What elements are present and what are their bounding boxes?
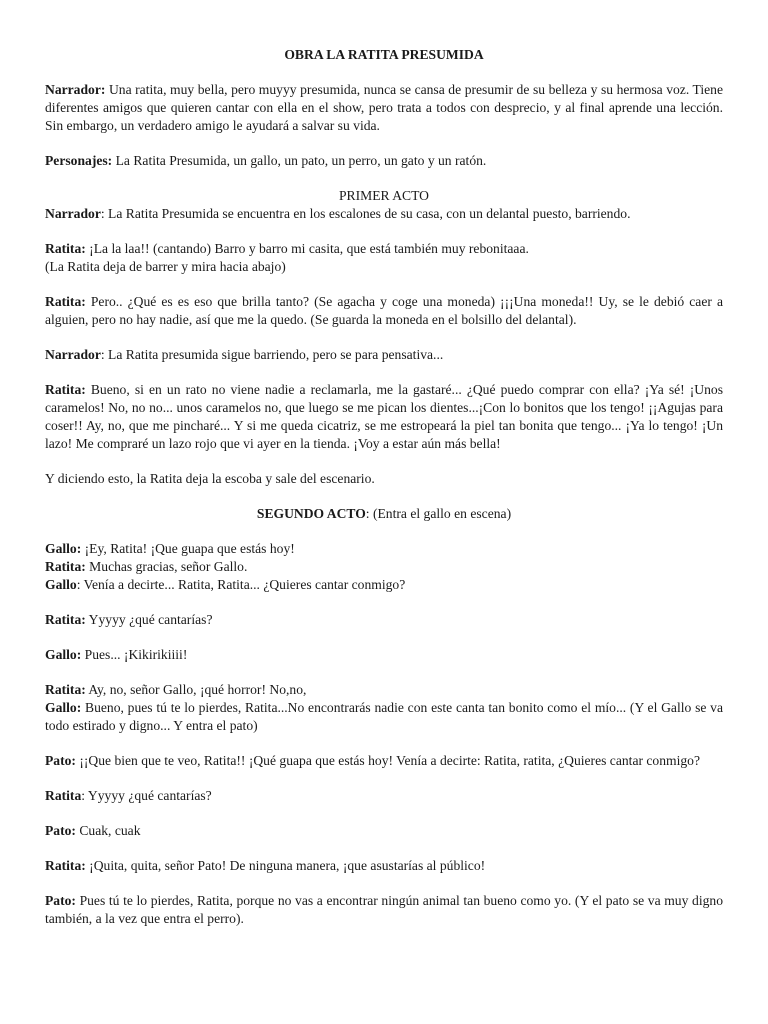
dialogue-block	[45, 293, 723, 329]
characters-list	[45, 152, 723, 170]
narration-text: Y diciendo esto, la Ratita deja la escoba y sale del escenario.	[45, 471, 375, 486]
dialogue-block	[45, 857, 723, 875]
speaker-label: Gallo	[45, 577, 77, 592]
speaker-label: Ratita:	[45, 294, 86, 309]
dialogue-text: : Yyyyy ¿qué cantarías?	[81, 788, 212, 803]
dialogue-text: ¡¡Que bien que te veo, Ratita!! ¡Qué guapa que estás hoy! Venía a decirte: Ratita, ratita, ¿Quieres cantar conmigo?	[75, 753, 701, 768]
speaker-label: Ratita:	[45, 682, 86, 697]
speaker-label: Ratita:	[45, 858, 86, 873]
dialogue-text: Pues tú te lo pierdes, Ratita, porque no vas a encontrar ningún animal tan bueno como yo. (Y el pato se va muy digno también, a la vez que entra el perro).	[45, 893, 723, 926]
act-title: SEGUNDO ACTO	[256, 506, 366, 521]
dialogue-text: ¡Quita, quita, señor Pato! De ninguna manera, ¡que asustarías al público!	[85, 858, 486, 873]
speaker-label: Ratita:	[45, 382, 86, 397]
dialogue-text: Ay, no, señor Gallo, ¡qué horror! No,no,	[85, 682, 307, 697]
narrator-intro	[45, 81, 723, 135]
speaker-label: Gallo:	[45, 541, 82, 556]
dialogue-block	[45, 646, 723, 664]
speaker-label: Ratita:	[45, 241, 86, 256]
narrator-line	[45, 346, 723, 364]
speaker-label: Pato:	[45, 753, 76, 768]
speaker-label: Gallo:	[45, 700, 82, 715]
narrator-line	[45, 205, 723, 223]
dialogue-block	[45, 787, 723, 805]
speaker-label: Gallo:	[45, 647, 82, 662]
speaker-label: Ratita:	[45, 612, 86, 627]
dialogue-text: : La Ratita presumida sigue barriendo, pero se para pensativa...	[100, 347, 444, 362]
dialogue-block	[45, 892, 723, 928]
dialogue-block	[45, 752, 723, 770]
speaker-label: Pato:	[45, 823, 76, 838]
speaker-label: Ratita	[45, 788, 82, 803]
act-heading-second	[45, 505, 723, 523]
dialogue-text: Cuak, cuak	[75, 823, 141, 838]
dialogue-block	[45, 611, 723, 629]
stage-direction: : (Entra el gallo en escena)	[365, 506, 512, 521]
dialogue-text: Muchas gracias, señor Gallo.	[85, 559, 248, 574]
speaker-label: Narrador	[45, 206, 101, 221]
document-title: OBRA LA RATITA PRESUMIDA	[284, 47, 484, 62]
dialogue-text: Bueno, pues tú te lo pierdes, Ratita...No encontrarás nadie con este canta tan bonito como el mío... (Y el Gallo se va todo estirado y digno... Y entra el pato)	[45, 700, 723, 733]
speaker-label: Narrador	[45, 347, 101, 362]
speaker-label: Pato:	[45, 893, 76, 908]
speaker-label: Ratita:	[45, 559, 86, 574]
dialogue-text: ¡Ey, Ratita! ¡Que guapa que estás hoy!	[81, 541, 295, 556]
dialogue-block	[45, 822, 723, 840]
act-heading-first: PRIMER ACTO	[338, 188, 430, 203]
dialogue-text: Pues... ¡Kikirikiiii!	[81, 647, 188, 662]
dialogue-text: Pero.. ¿Qué es es eso que brilla tanto? (Se agacha y coge una moneda) ¡¡¡Una moneda!! Uy, se le debió caer a alguien, pero no hay nadie, así que me la quedo. (Se guarda la moneda en el bolsillo del delantal).	[45, 294, 723, 327]
dialogue-text: ¡La la laa!! (cantando) Barro y barro mi casita, que está también muy rebonitaaa.	[85, 241, 529, 256]
dialogue-block	[45, 240, 723, 276]
dialogue-text: Una ratita, muy bella, pero muyyy presumida, nunca se cansa de presumir de su belleza y su hermosa voz. Tiene diferentes amigos que quieren cantar con ella en el show, pero trata a todos con desprecio, y al final aprende una lección. Sin embargo, un verdadero amigo le ayudará a salvar su vida.	[45, 82, 723, 133]
stage-direction: (La Ratita deja de barrer y mira hacia abajo)	[45, 259, 286, 274]
dialogue-block	[45, 540, 723, 594]
speaker-label: Personajes:	[45, 153, 113, 168]
dialogue-text: Yyyyy ¿qué cantarías?	[85, 612, 213, 627]
dialogue-block	[45, 381, 723, 453]
dialogue-block	[45, 681, 723, 735]
dialogue-text: La Ratita Presumida, un gallo, un pato, un perro, un gato y un ratón.	[112, 153, 487, 168]
dialogue-text: Bueno, si en un rato no viene nadie a reclamarla, me la gastaré... ¿Qué puedo comprar con ella? ¡Ya sé! ¡Unos caramelos! No, no no... unos caramelos no, que luego se me pican los dientes...¡Con lo bonitos que los tengo! ¡¡Agujas para coser!! Ay, no, que me pincharé... Y si me queda cicatriz, se me estropeará la piel tan bonita que tengo... ¡Ya lo tengo! ¡Un lazo! Me compraré un lazo rojo que vi ayer en la tienda. ¡Voy a estar aún más bella!	[45, 382, 723, 451]
speaker-label: Narrador:	[45, 82, 106, 97]
dialogue-text: : Venía a decirte... Ratita, Ratita... ¿Quieres cantar conmigo?	[76, 577, 406, 592]
dialogue-text: : La Ratita Presumida se encuentra en los escalones de su casa, con un delantal puesto, barriendo.	[100, 206, 631, 221]
